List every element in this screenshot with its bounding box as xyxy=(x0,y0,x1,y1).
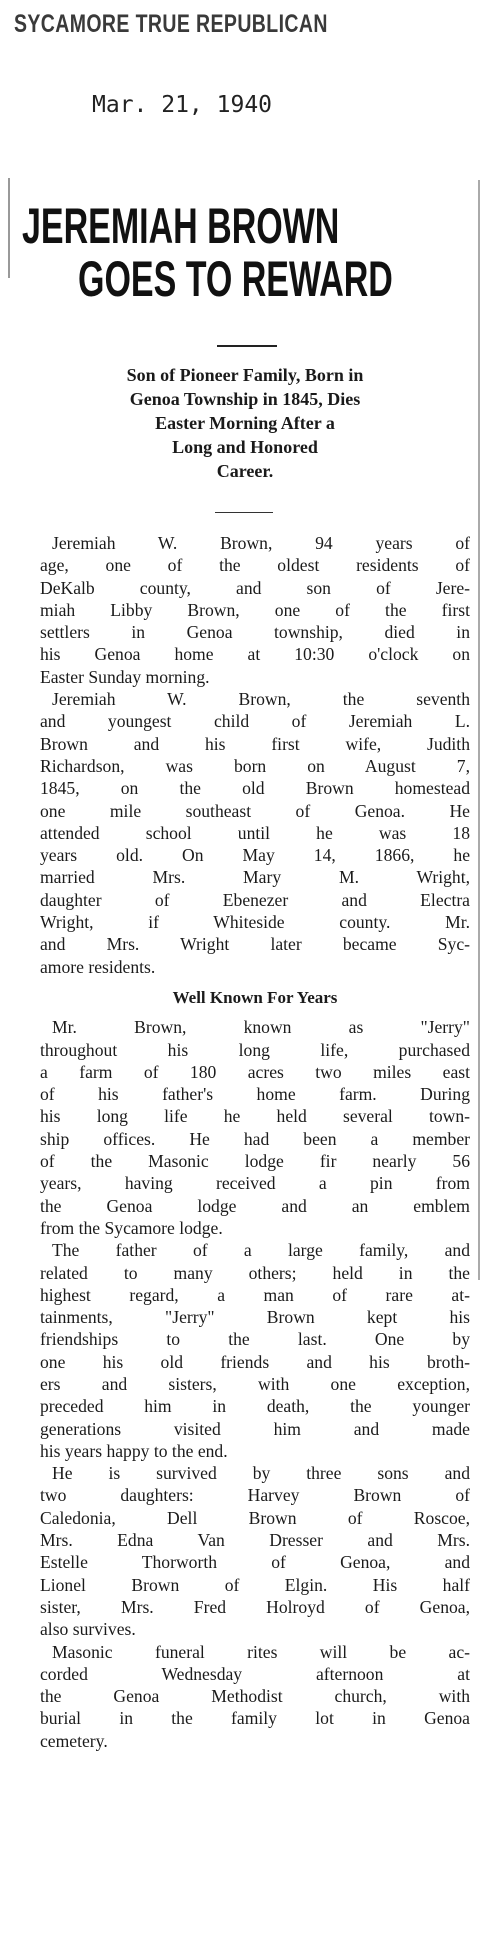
body-line: ers and sisters, with one exception, xyxy=(40,1373,470,1394)
body-line: burial in the family lot in Genoa xyxy=(40,1708,470,1729)
body-line: friendships to the last. One by xyxy=(40,1329,470,1350)
newspaper-masthead: SYCAMORE TRUE REPUBLICAN xyxy=(14,10,328,38)
body-line: related to many others; held in the xyxy=(40,1262,470,1283)
body-line: Mrs. Edna Van Dresser and Mrs. xyxy=(40,1530,470,1551)
body-line: miah Libby Brown, one of the first xyxy=(40,599,470,620)
body-line: also survives. xyxy=(40,1619,136,1640)
body-line: his years happy to the end. xyxy=(40,1440,228,1461)
body-line: tainments, "Jerry" Brown kept his xyxy=(40,1307,470,1328)
body-line: settlers in Genoa township, died in xyxy=(40,622,470,643)
body-line: from the Sycamore lodge. xyxy=(40,1217,223,1238)
body-line: sister, Mrs. Fred Holroyd of Genoa, xyxy=(40,1596,470,1617)
body-line: Jeremiah W. Brown, 94 years of xyxy=(52,533,470,553)
article-headline xyxy=(22,200,442,306)
body-line: Estelle Thorworth of Genoa, and xyxy=(40,1552,470,1573)
publication-date: Mar. 21, 1940 xyxy=(92,92,273,118)
headline-line-2: GOES TO REWARD xyxy=(78,251,393,307)
deck-line: Son of Pioneer Family, Born in xyxy=(126,365,364,385)
body-line: age, one of the oldest residents of xyxy=(40,555,470,576)
column-rule-right xyxy=(478,180,480,1280)
deck-divider xyxy=(215,512,273,513)
body-line: of his father's home farm. During xyxy=(40,1084,470,1105)
body-line: generations visited him and made xyxy=(40,1418,470,1439)
body-line: Brown and his first wife, Judith xyxy=(40,733,470,754)
body-line: his Genoa home at 10:30 o'clock on xyxy=(40,644,470,665)
deck-line: Long and Honored xyxy=(172,437,318,457)
article-body xyxy=(40,532,470,1752)
headline-divider xyxy=(217,345,277,347)
body-line: one his old friends and his broth- xyxy=(40,1351,470,1372)
body-line: a farm of 180 acres two miles east xyxy=(40,1061,470,1082)
body-line: two daughters: Harvey Brown of xyxy=(40,1485,470,1506)
body-line: and youngest child of Jeremiah L. xyxy=(40,711,470,732)
body-line: daughter of Ebenezer and Electra xyxy=(40,889,470,910)
deck-line: Easter Morning After a xyxy=(155,413,335,433)
body-line: The father of a large family, and xyxy=(52,1240,470,1261)
body-line: of the Masonic lodge fir nearly 56 xyxy=(40,1151,470,1172)
body-line: one mile southeast of Genoa. He xyxy=(40,800,470,821)
body-line: married Mrs. Mary M. Wright, xyxy=(40,867,470,888)
body-line: Easter Sunday morning. xyxy=(40,666,210,687)
body-line: He is survived by three sons and xyxy=(52,1463,470,1484)
body-line: highest regard, a man of rare at- xyxy=(40,1284,470,1305)
body-line: years, having received a pin from xyxy=(40,1173,470,1194)
body-line: DeKalb county, and son of Jere- xyxy=(40,577,470,598)
body-line: his long life he held several town- xyxy=(40,1106,470,1127)
column-rule-left xyxy=(8,178,10,278)
body-line: cemetery. xyxy=(40,1730,108,1751)
deck-line: Career. xyxy=(216,461,274,481)
body-line: Mr. Brown, known as "Jerry" xyxy=(52,1017,470,1038)
body-line: and Mrs. Wright later became Syc- xyxy=(40,934,470,955)
deck-line: Genoa Township in 1845, Dies xyxy=(129,389,361,409)
body-line: ship offices. He had been a member xyxy=(40,1128,470,1149)
body-line: Richardson, was born on August 7, xyxy=(40,755,470,776)
body-line: throughout his long life, purchased xyxy=(40,1039,470,1060)
body-line: Caledonia, Dell Brown of Roscoe, xyxy=(40,1507,470,1528)
article-deck xyxy=(30,363,460,483)
section-subhead: Well Known For Years xyxy=(172,987,338,1007)
body-line: preceded him in death, the younger xyxy=(40,1396,470,1417)
headline-line-1: JEREMIAH BROWN xyxy=(22,198,340,254)
body-line: the Genoa Methodist church, with xyxy=(40,1686,470,1707)
body-line: years old. On May 14, 1866, he xyxy=(40,845,470,866)
body-line: Masonic funeral rites will be ac- xyxy=(52,1641,470,1662)
body-line: 1845, on the old Brown homestead xyxy=(40,778,470,799)
body-line: Lionel Brown of Elgin. His half xyxy=(40,1574,470,1595)
body-line: the Genoa lodge and an emblem xyxy=(40,1195,470,1216)
body-line: attended school until he was 18 xyxy=(40,822,470,843)
body-line: Wright, if Whiteside county. Mr. xyxy=(40,912,470,933)
body-line: corded Wednesday afternoon at xyxy=(40,1663,470,1684)
body-line: Jeremiah W. Brown, the seventh xyxy=(52,689,470,710)
body-line: amore residents. xyxy=(40,956,156,977)
